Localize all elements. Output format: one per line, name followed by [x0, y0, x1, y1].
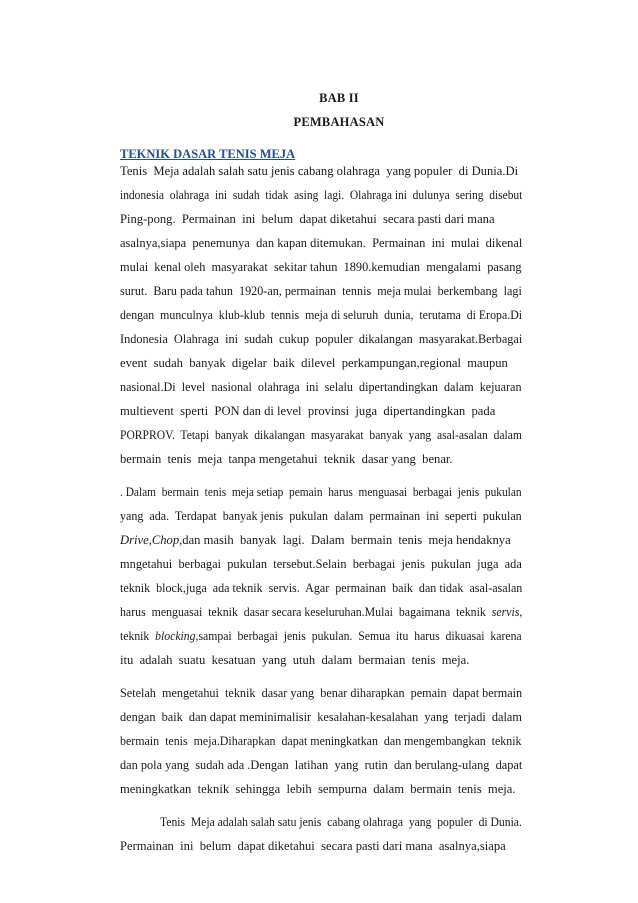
paragraph1-line: nasional.Di level nasional olahraga ini selalu dipertandingkan dalam kejuaran — [120, 380, 522, 394]
paragraph1-line: dengan munculnya klub-klub tennis meja di seluruh dunia, terutama di Eropa.Di — [120, 308, 523, 322]
paragraph2-line — [120, 604, 522, 620]
paragraph1-line: Ping-pong. Permainan ini belum dapat diketahui secara pasti dari mana — [120, 212, 495, 226]
paragraph2-text: teknik — [120, 629, 156, 643]
term-servis: servis, — [491, 605, 523, 619]
chapter-title: PEMBAHASAN — [293, 115, 385, 129]
paragraph1-line: surut. Baru pada tahun 1920-an, permainan tennis meja mulai berkembang lagi — [120, 284, 522, 298]
paragraph2-line — [120, 628, 522, 644]
paragraph3-line: Setelah mengetahui teknik dasar yang benar diharapkan pemain dapat bermain — [120, 686, 523, 700]
paragraph2-text: harus menguasai teknik dasar secara keseluruhan.Mulai bagaimana teknik — [120, 605, 492, 619]
paragraph2-line: yang ada. Terdapat banyak jenis pukulan dalam permainan ini seperti pukulan — [120, 509, 522, 523]
term-chop: Chop — [151, 533, 180, 547]
paragraph1-line: Tenis Meja adalah salah satu jenis cabang olahraga yang populer di Dunia.Di — [120, 164, 519, 178]
paragraph4-line: Tenis Meja adalah salah satu jenis cabang olahraga yang populer di Dunia. — [160, 815, 522, 829]
paragraph3-line: dan pola yang sudah ada .Dengan latihan yang rutin dan berulang-ulang dapat — [120, 758, 523, 772]
paragraph1-line: mulai kenal oleh masyarakat sekitar tahun 1890.kemudian mengalami pasang — [120, 260, 522, 274]
paragraph1-line: PORPROV. Tetapi banyak dikalangan masyarakat banyak yang asal-asalan dalam — [120, 428, 522, 442]
paragraph2-line: itu adalah suatu kesatuan yang utuh dalam bermaian tenis meja. — [120, 653, 470, 667]
paragraph1-line: Indonesia Olahraga ini sudah cukup populer dikalangan masyarakat.Berbagai — [120, 332, 523, 346]
chapter-heading: BAB II — [319, 91, 359, 105]
term-drive: Drive — [120, 533, 149, 547]
paragraph4-line: Permainan ini belum dapat diketahui secara pasti dari mana asalnya,siapa — [120, 839, 506, 853]
paragraph3-line: dengan baik dan dapat meminimalisir kesalahan-kesalahan yang terjadi dalam — [120, 710, 522, 724]
term-separator: , — [148, 533, 152, 547]
paragraph1-line: asalnya,siapa penemunya dan kapan ditemukan. Permainan ini mulai dikenal — [120, 236, 523, 250]
paragraph2-text: ,dan masih banyak lagi. Dalam bermain tenis meja hendaknya — [179, 533, 511, 547]
paragraph1-line: multievent sperti PON dan di level provinsi juga dipertandingkan pada — [120, 404, 496, 418]
paragraph3-line: meningkatkan teknik sehingga lebih sempurna dalam bermain tenis meja. — [120, 782, 516, 796]
paragraph1-line: bermain tenis meja tanpa mengetahui teknik dasar yang benar. — [120, 452, 453, 466]
paragraph2-line: . Dalam bermain tenis meja setiap pemain harus menguasai berbagai jenis pukulan — [120, 485, 522, 499]
paragraph2-text: ,sampai berbagai jenis pukulan. Semua itu harus dikuasai karena — [195, 629, 522, 643]
section-title: TEKNIK DASAR TENIS MEJA — [120, 147, 296, 161]
paragraph1-line: event sudah banyak digelar baik dilevel perkampungan,regional maupun — [120, 356, 508, 370]
paragraph2-line: teknik block,juga ada teknik servis. Agar permainan baik dan tidak asal-asalan — [120, 581, 523, 595]
paragraph2-line: mngetahui berbagai pukulan tersebut.Selain berbagai jenis pukulan juga ada — [120, 557, 522, 571]
paragraph2-line — [120, 532, 511, 548]
term-blocking: blocking — [155, 629, 196, 643]
paragraph1-line: indonesia olahraga ini sudah tidak asing lagi. Olahraga ini dulunya sering disebut — [120, 188, 523, 202]
paragraph3-line: bermain tenis meja.Diharapkan dapat meningkatkan dan mengembangkan teknik — [120, 734, 522, 748]
